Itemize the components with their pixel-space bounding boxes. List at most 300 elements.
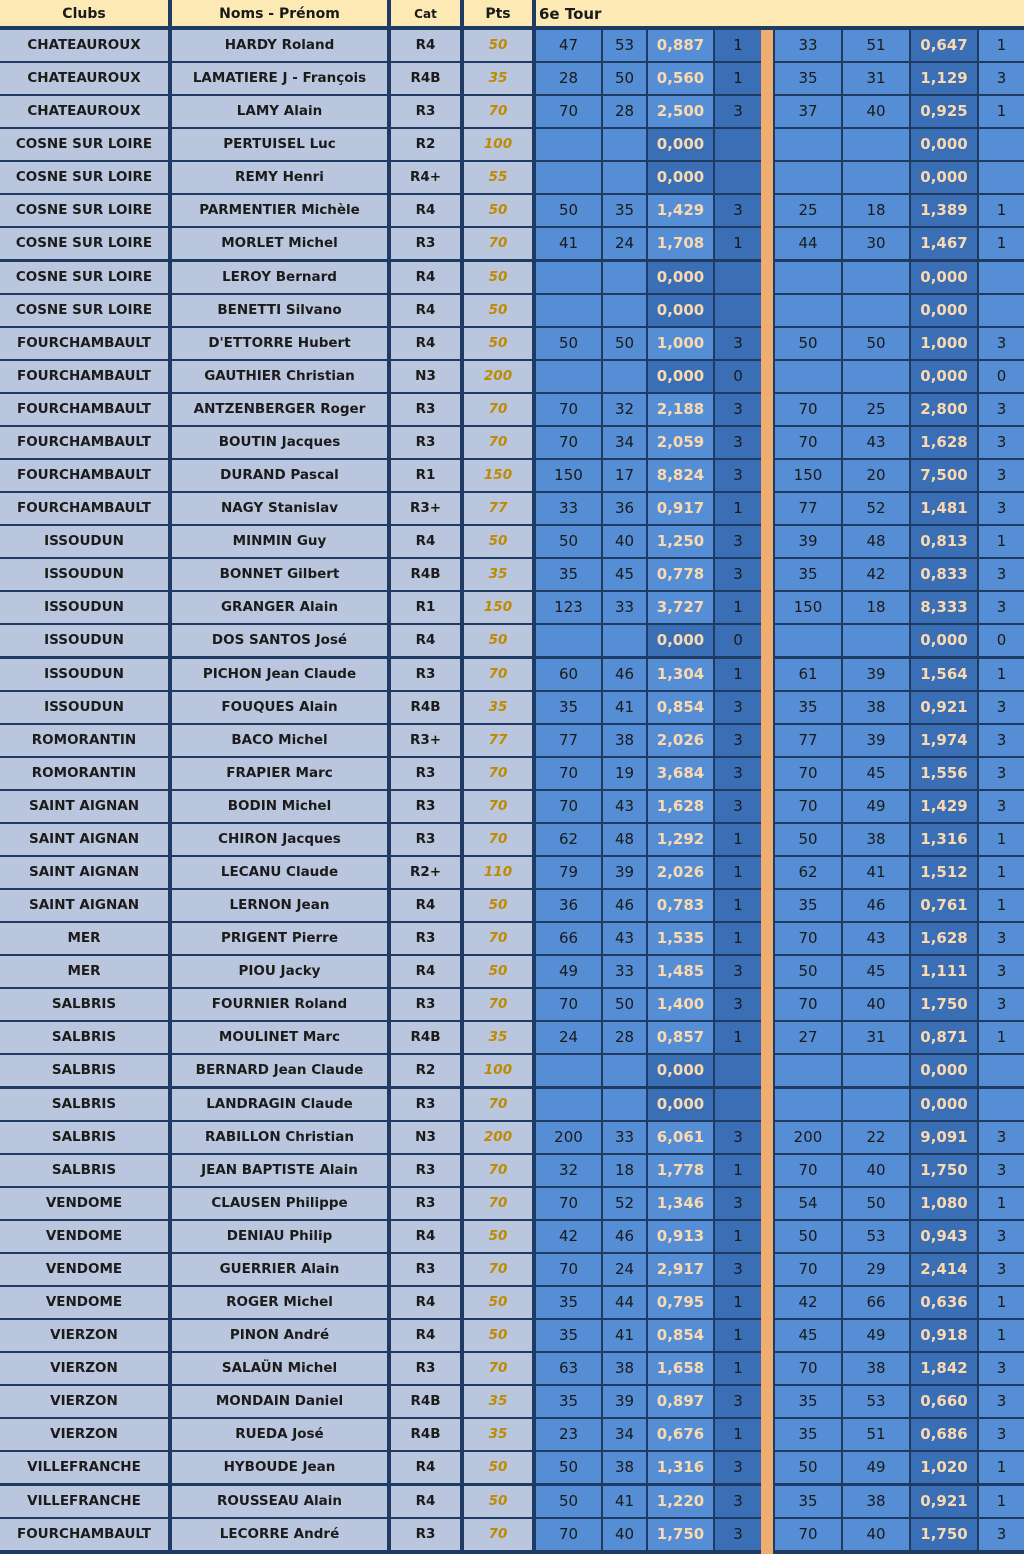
score-a2-cell: 150 — [775, 460, 841, 491]
cat-cell: R1 — [391, 460, 462, 491]
score-b2-cell: 46 — [843, 890, 909, 921]
table-row — [0, 1188, 1024, 1221]
pts-cell: 50 — [464, 30, 534, 61]
score-b2-cell: 31 — [843, 1022, 909, 1053]
score-a-cell: 70 — [536, 427, 601, 458]
result2-cell: 1 — [979, 890, 1024, 921]
ratio-cell: 1,485 — [648, 956, 713, 987]
ratio2-cell: 0,636 — [911, 1287, 977, 1318]
score-a2-cell: 70 — [775, 1254, 841, 1285]
score-b2-cell: 30 — [843, 228, 909, 259]
table-row — [0, 1122, 1024, 1155]
score-a-cell: 123 — [536, 592, 601, 623]
score-b2-cell: 51 — [843, 30, 909, 61]
pts-cell: 100 — [464, 1055, 534, 1086]
score-a2-cell: 33 — [775, 30, 841, 61]
ratio-cell: 2,026 — [648, 725, 713, 756]
name-cell: REMY Henri — [172, 162, 389, 193]
score-a2-cell — [775, 361, 841, 392]
ratio2-cell: 1,628 — [911, 923, 977, 954]
score-b2-cell: 31 — [843, 63, 909, 94]
pts-cell: 150 — [464, 460, 534, 491]
score-a2-cell: 35 — [775, 559, 841, 590]
table-row — [0, 923, 1024, 956]
result2-cell: 3 — [979, 1221, 1024, 1252]
result2-cell: 3 — [979, 1254, 1024, 1285]
score-b-cell: 45 — [603, 559, 646, 590]
name-cell: FOUQUES Alain — [172, 692, 389, 723]
name-cell: LEROY Bernard — [172, 262, 389, 293]
score-b2-cell: 39 — [843, 659, 909, 690]
score-b-cell: 34 — [603, 427, 646, 458]
result2-cell: 3 — [979, 923, 1024, 954]
ratio-cell: 0,795 — [648, 1287, 713, 1318]
result2-cell: 1 — [979, 30, 1024, 61]
ratio2-cell: 0,921 — [911, 692, 977, 723]
score-b-cell: 33 — [603, 956, 646, 987]
pts-cell: 50 — [464, 526, 534, 557]
result2-cell: 3 — [979, 559, 1024, 590]
cat-cell: R3 — [391, 791, 462, 822]
club-cell: ISSOUDUN — [0, 526, 170, 557]
club-cell: CHATEAUROUX — [0, 63, 170, 94]
name-cell: BOUTIN Jacques — [172, 427, 389, 458]
name-cell: PICHON Jean Claude — [172, 659, 389, 690]
cat-cell: R2 — [391, 129, 462, 160]
score-a2-cell: 35 — [775, 692, 841, 723]
score-b-cell: 17 — [603, 460, 646, 491]
score-a-cell: 41 — [536, 228, 601, 259]
club-cell: VENDOME — [0, 1221, 170, 1252]
result2-cell: 3 — [979, 1519, 1024, 1550]
ratio-cell: 0,897 — [648, 1386, 713, 1417]
ratio2-cell: 1,842 — [911, 1353, 977, 1384]
ratio2-cell: 0,871 — [911, 1022, 977, 1053]
pts-cell: 70 — [464, 1188, 534, 1219]
ratio2-cell: 0,000 — [911, 625, 977, 656]
name-cell: FOURNIER Roland — [172, 989, 389, 1020]
score-a2-cell — [775, 625, 841, 656]
club-cell: FOURCHAMBAULT — [0, 394, 170, 425]
table-row — [0, 493, 1024, 526]
ratio-cell: 0,854 — [648, 1320, 713, 1351]
ratio-cell: 1,778 — [648, 1155, 713, 1186]
result2-cell: 3 — [979, 493, 1024, 524]
result2-cell — [979, 129, 1024, 160]
pts-cell: 150 — [464, 592, 534, 623]
score-b-cell: 48 — [603, 824, 646, 855]
name-cell: D'ETTORRE Hubert — [172, 328, 389, 359]
ratio-cell: 0,854 — [648, 692, 713, 723]
cat-cell: R4 — [391, 625, 462, 656]
name-cell: PARMENTIER Michèle — [172, 195, 389, 226]
table-row — [0, 30, 1024, 63]
header-pts: Pts — [464, 0, 534, 28]
table-row — [0, 1386, 1024, 1419]
score-a2-cell: 35 — [775, 63, 841, 94]
cat-cell: R4B — [391, 1419, 462, 1450]
table-row — [0, 659, 1024, 692]
ratio2-cell: 0,000 — [911, 1089, 977, 1120]
table-row — [0, 328, 1024, 361]
ratio2-cell: 1,481 — [911, 493, 977, 524]
table-row — [0, 1022, 1024, 1055]
score-b-cell — [603, 625, 646, 656]
score-a-cell: 66 — [536, 923, 601, 954]
score-a-cell: 200 — [536, 1122, 601, 1153]
score-b-cell: 33 — [603, 1122, 646, 1153]
score-b-cell: 40 — [603, 526, 646, 557]
pts-cell: 50 — [464, 1320, 534, 1351]
club-cell: COSNE SUR LOIRE — [0, 162, 170, 193]
score-a-cell: 60 — [536, 659, 601, 690]
score-b2-cell: 18 — [843, 592, 909, 623]
club-cell: VENDOME — [0, 1188, 170, 1219]
ratio2-cell: 1,111 — [911, 956, 977, 987]
ratio-cell: 0,000 — [648, 361, 713, 392]
ratio-cell: 1,304 — [648, 659, 713, 690]
score-a2-cell — [775, 1055, 841, 1086]
result-cell: 3 — [715, 956, 761, 987]
club-cell: ROMORANTIN — [0, 758, 170, 789]
club-cell: COSNE SUR LOIRE — [0, 228, 170, 259]
result-cell: 1 — [715, 1022, 761, 1053]
ratio2-cell: 0,000 — [911, 262, 977, 293]
club-cell: COSNE SUR LOIRE — [0, 129, 170, 160]
score-b-cell: 19 — [603, 758, 646, 789]
club-cell: FOURCHAMBAULT — [0, 328, 170, 359]
club-cell: FOURCHAMBAULT — [0, 493, 170, 524]
score-b2-cell: 38 — [843, 692, 909, 723]
score-b2-cell: 29 — [843, 1254, 909, 1285]
table-row — [0, 1452, 1024, 1485]
cat-cell: R4 — [391, 195, 462, 226]
ratio-cell: 0,857 — [648, 1022, 713, 1053]
score-a2-cell: 77 — [775, 725, 841, 756]
score-a2-cell: 200 — [775, 1122, 841, 1153]
result2-cell: 3 — [979, 1419, 1024, 1450]
score-b-cell: 39 — [603, 857, 646, 888]
name-cell: MONDAIN Daniel — [172, 1386, 389, 1417]
name-cell: ROGER Michel — [172, 1287, 389, 1318]
cat-cell: R4B — [391, 692, 462, 723]
ratio-cell: 0,000 — [648, 1089, 713, 1120]
pts-cell: 50 — [464, 262, 534, 293]
table-row — [0, 1353, 1024, 1386]
name-cell: PRIGENT Pierre — [172, 923, 389, 954]
score-a2-cell: 70 — [775, 1519, 841, 1550]
cat-cell: R4B — [391, 1022, 462, 1053]
cat-cell: R4 — [391, 890, 462, 921]
score-b-cell: 41 — [603, 692, 646, 723]
score-a2-cell: 70 — [775, 1353, 841, 1384]
score-b-cell: 34 — [603, 1419, 646, 1450]
score-a-cell: 70 — [536, 1188, 601, 1219]
cat-cell: R3 — [391, 923, 462, 954]
club-cell: FOURCHAMBAULT — [0, 460, 170, 491]
ratio-cell: 2,917 — [648, 1254, 713, 1285]
ratio2-cell: 2,800 — [911, 394, 977, 425]
ratio-cell: 0,000 — [648, 1055, 713, 1086]
ratio-cell: 0,000 — [648, 295, 713, 326]
table-row — [0, 295, 1024, 328]
score-a2-cell: 44 — [775, 228, 841, 259]
result-cell: 1 — [715, 63, 761, 94]
club-cell: SAINT AIGNAN — [0, 824, 170, 855]
cat-cell: N3 — [391, 361, 462, 392]
name-cell: GUERRIER Alain — [172, 1254, 389, 1285]
ratio2-cell: 0,647 — [911, 30, 977, 61]
cat-cell: R4B — [391, 1386, 462, 1417]
score-b-cell: 38 — [603, 1353, 646, 1384]
cat-cell: R4B — [391, 63, 462, 94]
score-a-cell: 35 — [536, 559, 601, 590]
result-cell: 3 — [715, 1122, 761, 1153]
cat-cell: R3 — [391, 1254, 462, 1285]
ratio-cell: 1,400 — [648, 989, 713, 1020]
score-a2-cell: 54 — [775, 1188, 841, 1219]
ratio-cell: 0,000 — [648, 625, 713, 656]
score-b2-cell: 45 — [843, 758, 909, 789]
result2-cell: 3 — [979, 63, 1024, 94]
score-a-cell: 70 — [536, 791, 601, 822]
club-cell: MER — [0, 956, 170, 987]
result-cell: 3 — [715, 195, 761, 226]
ratio2-cell: 1,556 — [911, 758, 977, 789]
ratio-cell: 2,188 — [648, 394, 713, 425]
table-row — [0, 692, 1024, 725]
table-row — [0, 1089, 1024, 1122]
result-cell: 1 — [715, 857, 761, 888]
cat-cell: R3 — [391, 1089, 462, 1120]
pts-cell: 70 — [464, 758, 534, 789]
score-b2-cell: 25 — [843, 394, 909, 425]
name-cell: DURAND Pascal — [172, 460, 389, 491]
pts-cell: 50 — [464, 625, 534, 656]
club-cell: FOURCHAMBAULT — [0, 1519, 170, 1550]
pts-cell: 200 — [464, 361, 534, 392]
result2-cell: 3 — [979, 394, 1024, 425]
result-cell — [715, 1089, 761, 1120]
pts-cell: 70 — [464, 989, 534, 1020]
club-cell: ISSOUDUN — [0, 592, 170, 623]
score-b2-cell: 43 — [843, 923, 909, 954]
score-a2-cell: 35 — [775, 1386, 841, 1417]
ratio-cell: 3,727 — [648, 592, 713, 623]
cat-cell: R4B — [391, 559, 462, 590]
ratio2-cell: 0,000 — [911, 295, 977, 326]
score-b-cell: 40 — [603, 1519, 646, 1550]
score-a-cell: 32 — [536, 1155, 601, 1186]
score-a2-cell: 50 — [775, 1221, 841, 1252]
cat-cell: R4 — [391, 328, 462, 359]
result2-cell: 1 — [979, 1486, 1024, 1517]
result2-cell: 3 — [979, 460, 1024, 491]
score-a-cell: 50 — [536, 1486, 601, 1517]
table-row — [0, 394, 1024, 427]
result-cell: 1 — [715, 493, 761, 524]
name-cell: ANTZENBERGER Roger — [172, 394, 389, 425]
score-a-cell — [536, 625, 601, 656]
score-b2-cell: 43 — [843, 427, 909, 458]
club-cell: FOURCHAMBAULT — [0, 427, 170, 458]
pts-cell: 70 — [464, 1353, 534, 1384]
score-b2-cell: 38 — [843, 1486, 909, 1517]
ratio-cell: 1,292 — [648, 824, 713, 855]
result-cell: 1 — [715, 1221, 761, 1252]
result2-cell: 3 — [979, 692, 1024, 723]
score-b-cell — [603, 1089, 646, 1120]
score-b2-cell — [843, 625, 909, 656]
score-b2-cell — [843, 262, 909, 293]
score-a2-cell: 25 — [775, 195, 841, 226]
score-b2-cell: 40 — [843, 1519, 909, 1550]
result2-cell: 1 — [979, 824, 1024, 855]
ratio2-cell: 0,660 — [911, 1386, 977, 1417]
result-cell: 1 — [715, 1353, 761, 1384]
score-b2-cell: 22 — [843, 1122, 909, 1153]
result-cell: 3 — [715, 96, 761, 127]
result2-cell: 1 — [979, 1188, 1024, 1219]
cat-cell: R4 — [391, 1287, 462, 1318]
pts-cell: 50 — [464, 1486, 534, 1517]
result-cell: 1 — [715, 923, 761, 954]
score-b2-cell — [843, 1089, 909, 1120]
name-cell: ROUSSEAU Alain — [172, 1486, 389, 1517]
result2-cell: 1 — [979, 96, 1024, 127]
ratio2-cell: 0,925 — [911, 96, 977, 127]
cat-cell: R3 — [391, 427, 462, 458]
table-row — [0, 890, 1024, 923]
club-cell: VILLEFRANCHE — [0, 1486, 170, 1517]
result2-cell: 1 — [979, 526, 1024, 557]
table-row — [0, 361, 1024, 394]
pts-cell: 70 — [464, 427, 534, 458]
result-cell: 3 — [715, 1188, 761, 1219]
score-a-cell: 28 — [536, 63, 601, 94]
score-b2-cell — [843, 361, 909, 392]
ratio-cell: 0,000 — [648, 162, 713, 193]
score-b-cell — [603, 162, 646, 193]
table-row — [0, 1519, 1024, 1552]
name-cell: HARDY Roland — [172, 30, 389, 61]
header-names: Noms - Prénom — [172, 0, 389, 28]
table-row — [0, 989, 1024, 1022]
score-b-cell: 46 — [603, 659, 646, 690]
pts-cell: 50 — [464, 1221, 534, 1252]
score-b-cell: 53 — [603, 30, 646, 61]
result-cell: 3 — [715, 1519, 761, 1550]
cat-cell: R3 — [391, 1353, 462, 1384]
result-cell: 1 — [715, 592, 761, 623]
cat-cell: N3 — [391, 1122, 462, 1153]
cat-cell: R3 — [391, 824, 462, 855]
table-row — [0, 791, 1024, 824]
score-a-cell: 70 — [536, 1254, 601, 1285]
score-a-cell: 70 — [536, 989, 601, 1020]
club-cell: SALBRIS — [0, 1022, 170, 1053]
pts-cell: 50 — [464, 1452, 534, 1483]
name-cell: PINON André — [172, 1320, 389, 1351]
score-b2-cell: 49 — [843, 1452, 909, 1483]
score-b2-cell: 42 — [843, 559, 909, 590]
pts-cell: 70 — [464, 228, 534, 259]
club-cell: COSNE SUR LOIRE — [0, 195, 170, 226]
pts-cell: 70 — [464, 923, 534, 954]
club-cell: ISSOUDUN — [0, 625, 170, 656]
pts-cell: 70 — [464, 1519, 534, 1550]
score-b2-cell: 50 — [843, 328, 909, 359]
result-cell: 3 — [715, 394, 761, 425]
score-a-cell: 42 — [536, 1221, 601, 1252]
ratio-cell: 1,535 — [648, 923, 713, 954]
pts-cell: 35 — [464, 63, 534, 94]
score-a-cell: 77 — [536, 725, 601, 756]
header-tour: 6e Tour — [536, 0, 1024, 28]
ratio-cell: 6,061 — [648, 1122, 713, 1153]
name-cell: RABILLON Christian — [172, 1122, 389, 1153]
club-cell: CHATEAUROUX — [0, 30, 170, 61]
score-b-cell — [603, 295, 646, 326]
pts-cell: 70 — [464, 1155, 534, 1186]
score-a-cell: 24 — [536, 1022, 601, 1053]
score-a2-cell: 35 — [775, 1486, 841, 1517]
table-row — [0, 956, 1024, 989]
pts-cell: 55 — [464, 162, 534, 193]
score-b2-cell: 52 — [843, 493, 909, 524]
ratio-cell: 0,676 — [648, 1419, 713, 1450]
score-a2-cell: 27 — [775, 1022, 841, 1053]
score-b2-cell: 53 — [843, 1221, 909, 1252]
table-row — [0, 262, 1024, 295]
name-cell: PERTUISEL Luc — [172, 129, 389, 160]
club-cell: VILLEFRANCHE — [0, 1452, 170, 1483]
table-row — [0, 625, 1024, 658]
ratio2-cell: 1,750 — [911, 1519, 977, 1550]
cat-cell: R4 — [391, 1452, 462, 1483]
score-b2-cell: 40 — [843, 96, 909, 127]
result2-cell: 3 — [979, 427, 1024, 458]
score-b2-cell — [843, 162, 909, 193]
score-b2-cell: 20 — [843, 460, 909, 491]
score-b-cell: 24 — [603, 1254, 646, 1285]
table-row — [0, 857, 1024, 890]
score-a2-cell: 70 — [775, 989, 841, 1020]
ratio-cell: 0,000 — [648, 129, 713, 160]
ratio-cell: 3,684 — [648, 758, 713, 789]
name-cell: JEAN BAPTISTE Alain — [172, 1155, 389, 1186]
ratio-cell: 1,250 — [648, 526, 713, 557]
ratio-cell: 1,346 — [648, 1188, 713, 1219]
club-cell: VIERZON — [0, 1353, 170, 1384]
score-b2-cell: 51 — [843, 1419, 909, 1450]
ratio-cell: 2,026 — [648, 857, 713, 888]
table-row — [0, 559, 1024, 592]
score-a2-cell: 77 — [775, 493, 841, 524]
ratio2-cell: 1,467 — [911, 228, 977, 259]
name-cell: LANDRAGIN Claude — [172, 1089, 389, 1120]
cat-cell: R3 — [391, 659, 462, 690]
ratio-cell: 0,783 — [648, 890, 713, 921]
score-a2-cell: 45 — [775, 1320, 841, 1351]
ratio2-cell: 1,020 — [911, 1452, 977, 1483]
score-b-cell: 50 — [603, 989, 646, 1020]
score-a2-cell: 150 — [775, 592, 841, 623]
cat-cell: R3+ — [391, 725, 462, 756]
score-b2-cell: 40 — [843, 1155, 909, 1186]
score-b-cell: 44 — [603, 1287, 646, 1318]
ratio2-cell: 9,091 — [911, 1122, 977, 1153]
